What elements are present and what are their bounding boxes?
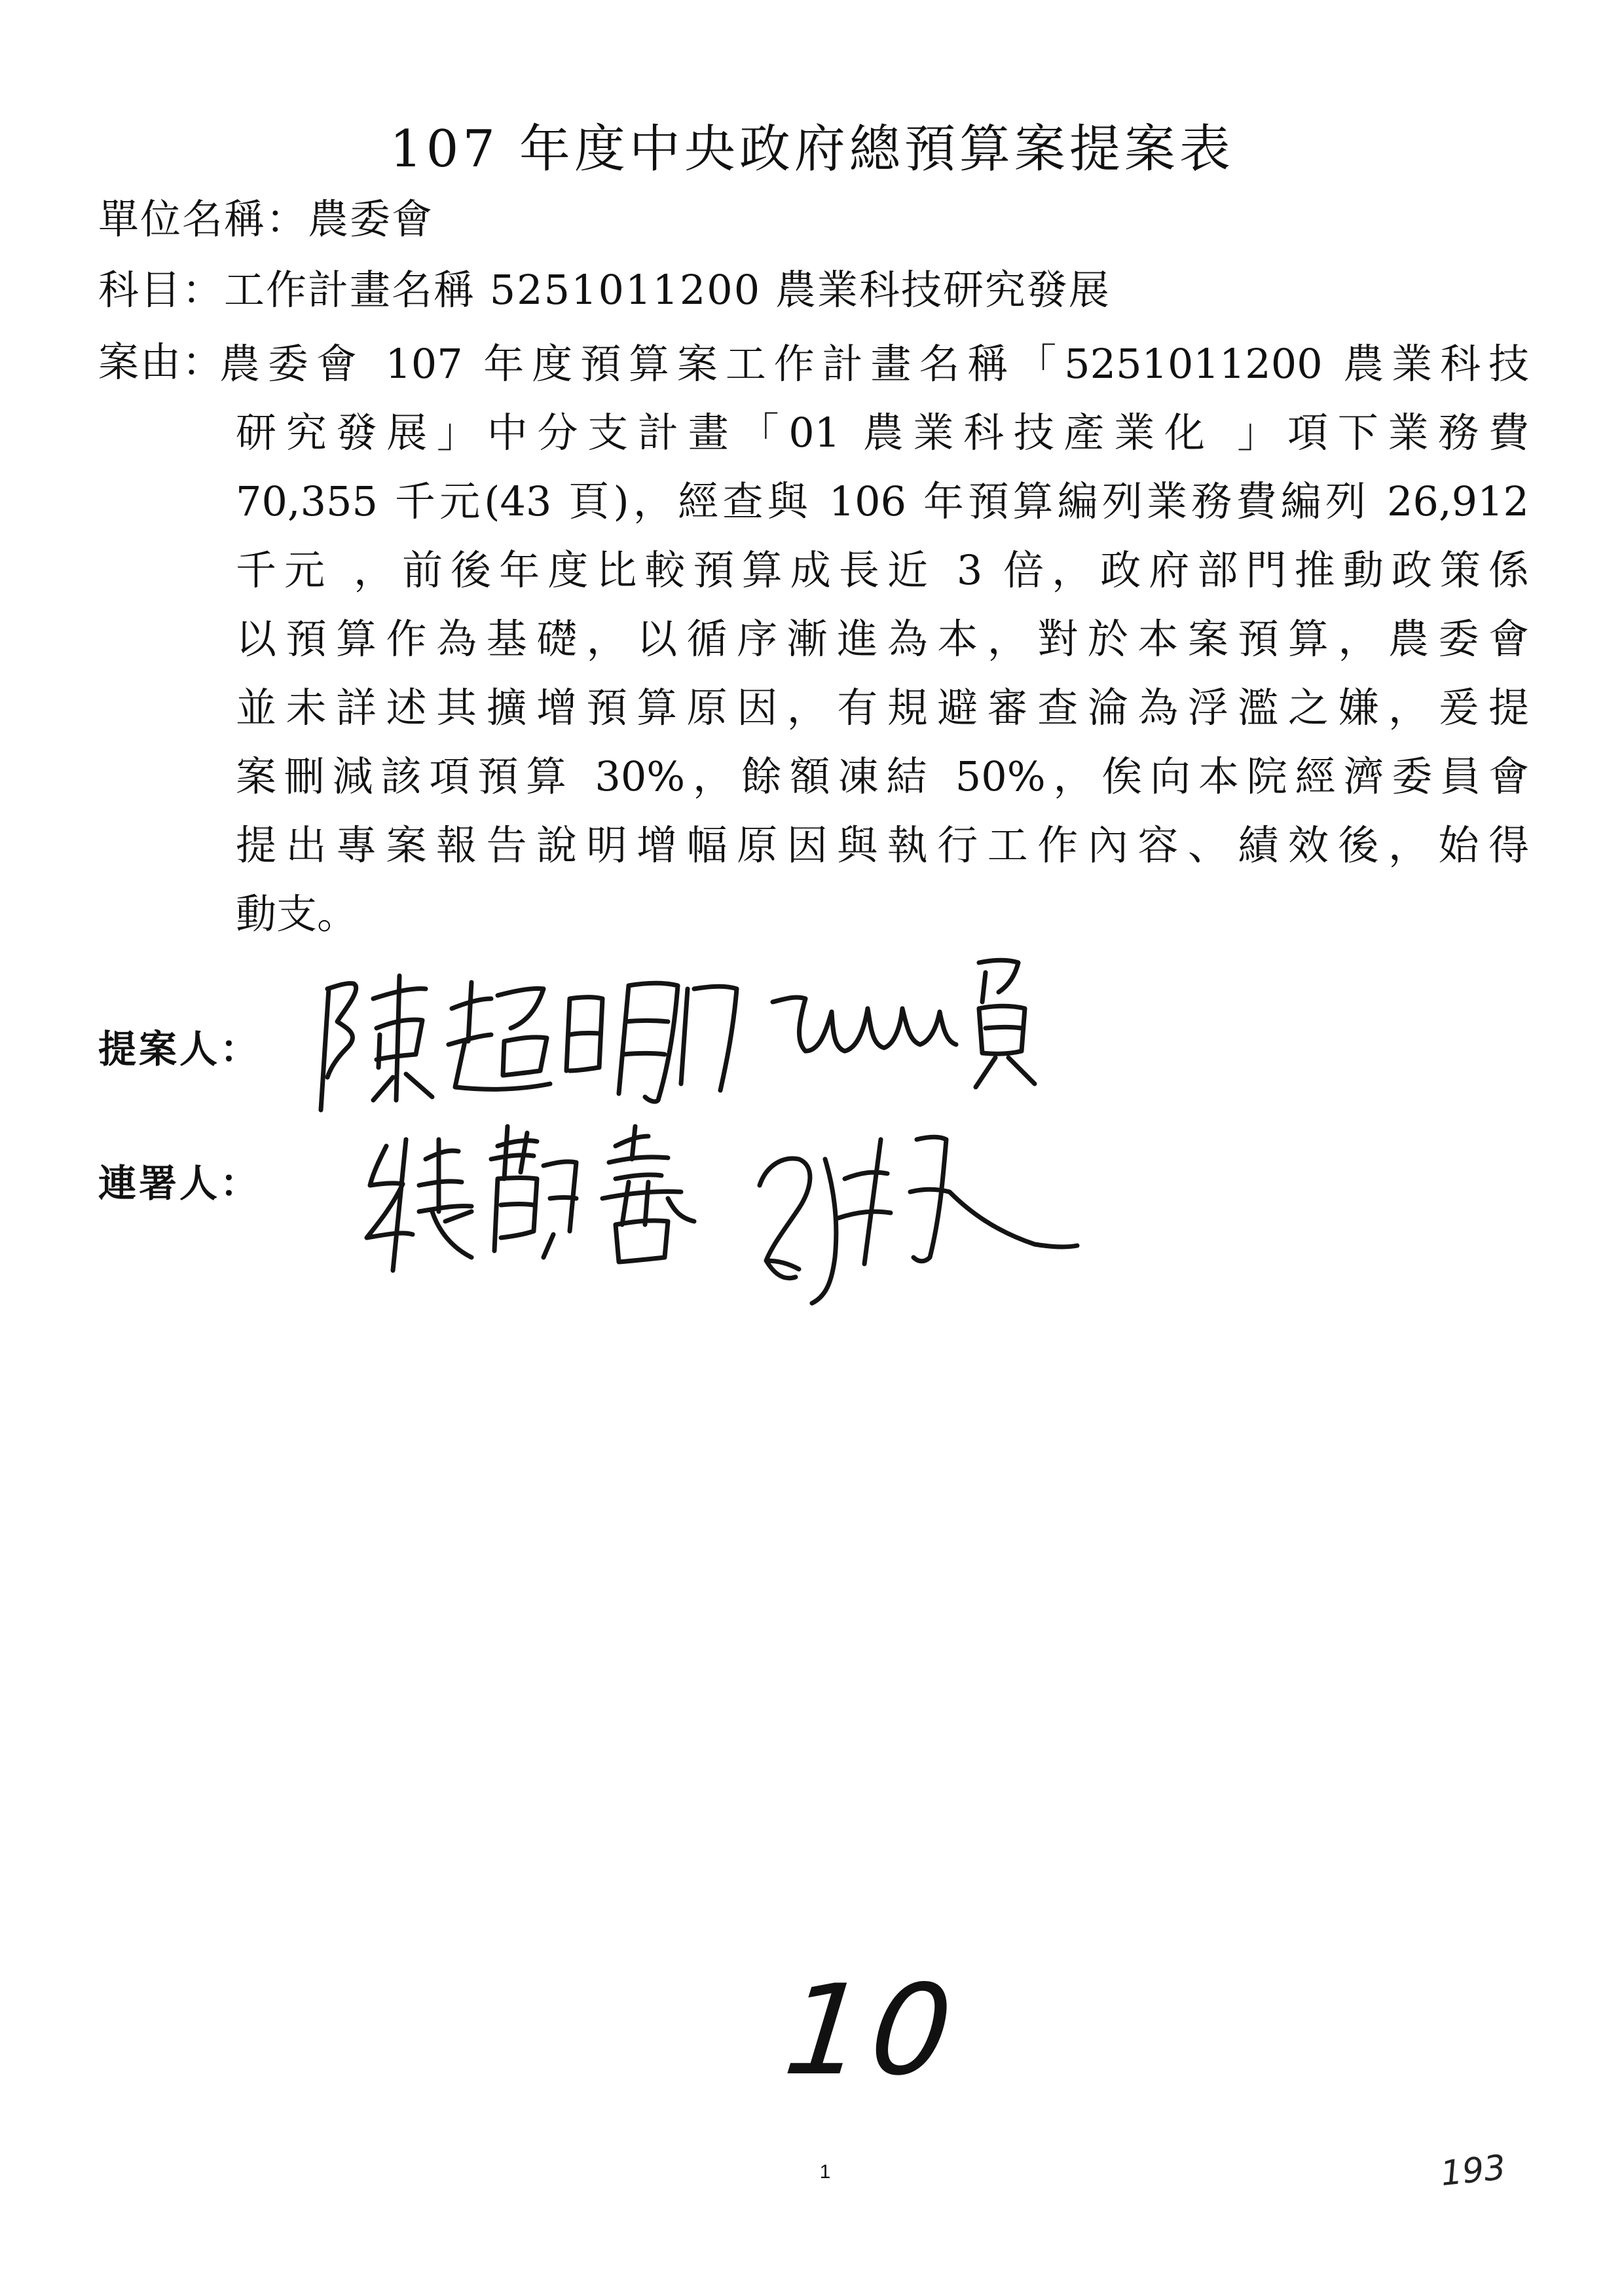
reason-line: 以預算作為基礎，以循序漸進為本，對於本案預算，農委會 <box>236 615 1529 663</box>
reason-line: 農委會 107 年度預算案工作計畫名稱「5251011200 農業科技 <box>219 340 1529 388</box>
unit-value: 農委會 <box>308 195 434 243</box>
reason-line: 案刪減該項預算 30%，餘額凍結 50%，俟向本院經濟委員會 <box>236 752 1529 800</box>
reason-body <box>219 329 1529 948</box>
unit-row <box>98 187 434 245</box>
reason-line: 動支。 <box>236 890 358 938</box>
cosigner-signature <box>341 1100 1146 1316</box>
unit-label: 單位名稱： <box>98 195 308 243</box>
document-title: 107 年度中央政府總預算案提案表 <box>390 120 1234 179</box>
proposer-label: 提案人： <box>98 1027 261 1071</box>
cosigner-label: 連署人： <box>98 1161 261 1206</box>
subject-value: 工作計畫名稱 5251011200 農業科技研究發展 <box>224 266 1111 314</box>
page-number: 1 <box>819 2161 831 2183</box>
reason-line: 並未詳述其擴增預算原因，有規避審查淪為浮濫之嫌，爰提 <box>236 684 1529 731</box>
handwritten-sequence-number: 10 <box>778 1958 965 2103</box>
reason-line: 千元 ，前後年度比較預算成長近 3 倍，政府部門推動政策係 <box>236 546 1529 594</box>
subject-label: 科目： <box>98 266 225 314</box>
handwritten-page-stamp: 193 <box>1439 2147 1508 2194</box>
subject-row <box>98 257 1111 316</box>
reason-line: 研究發展」中分支計畫「01 農業科技產業化 」項下業務費 <box>236 409 1529 456</box>
reason-label: 案由： <box>98 338 225 386</box>
reason-line: 提出專案報告說明增幅原因與執行工作內容、績效後，始得 <box>236 821 1529 869</box>
reason-line: 70,355 千元(43 頁)，經查與 106 年預算編列業務費編列 26,912 <box>236 477 1529 525</box>
